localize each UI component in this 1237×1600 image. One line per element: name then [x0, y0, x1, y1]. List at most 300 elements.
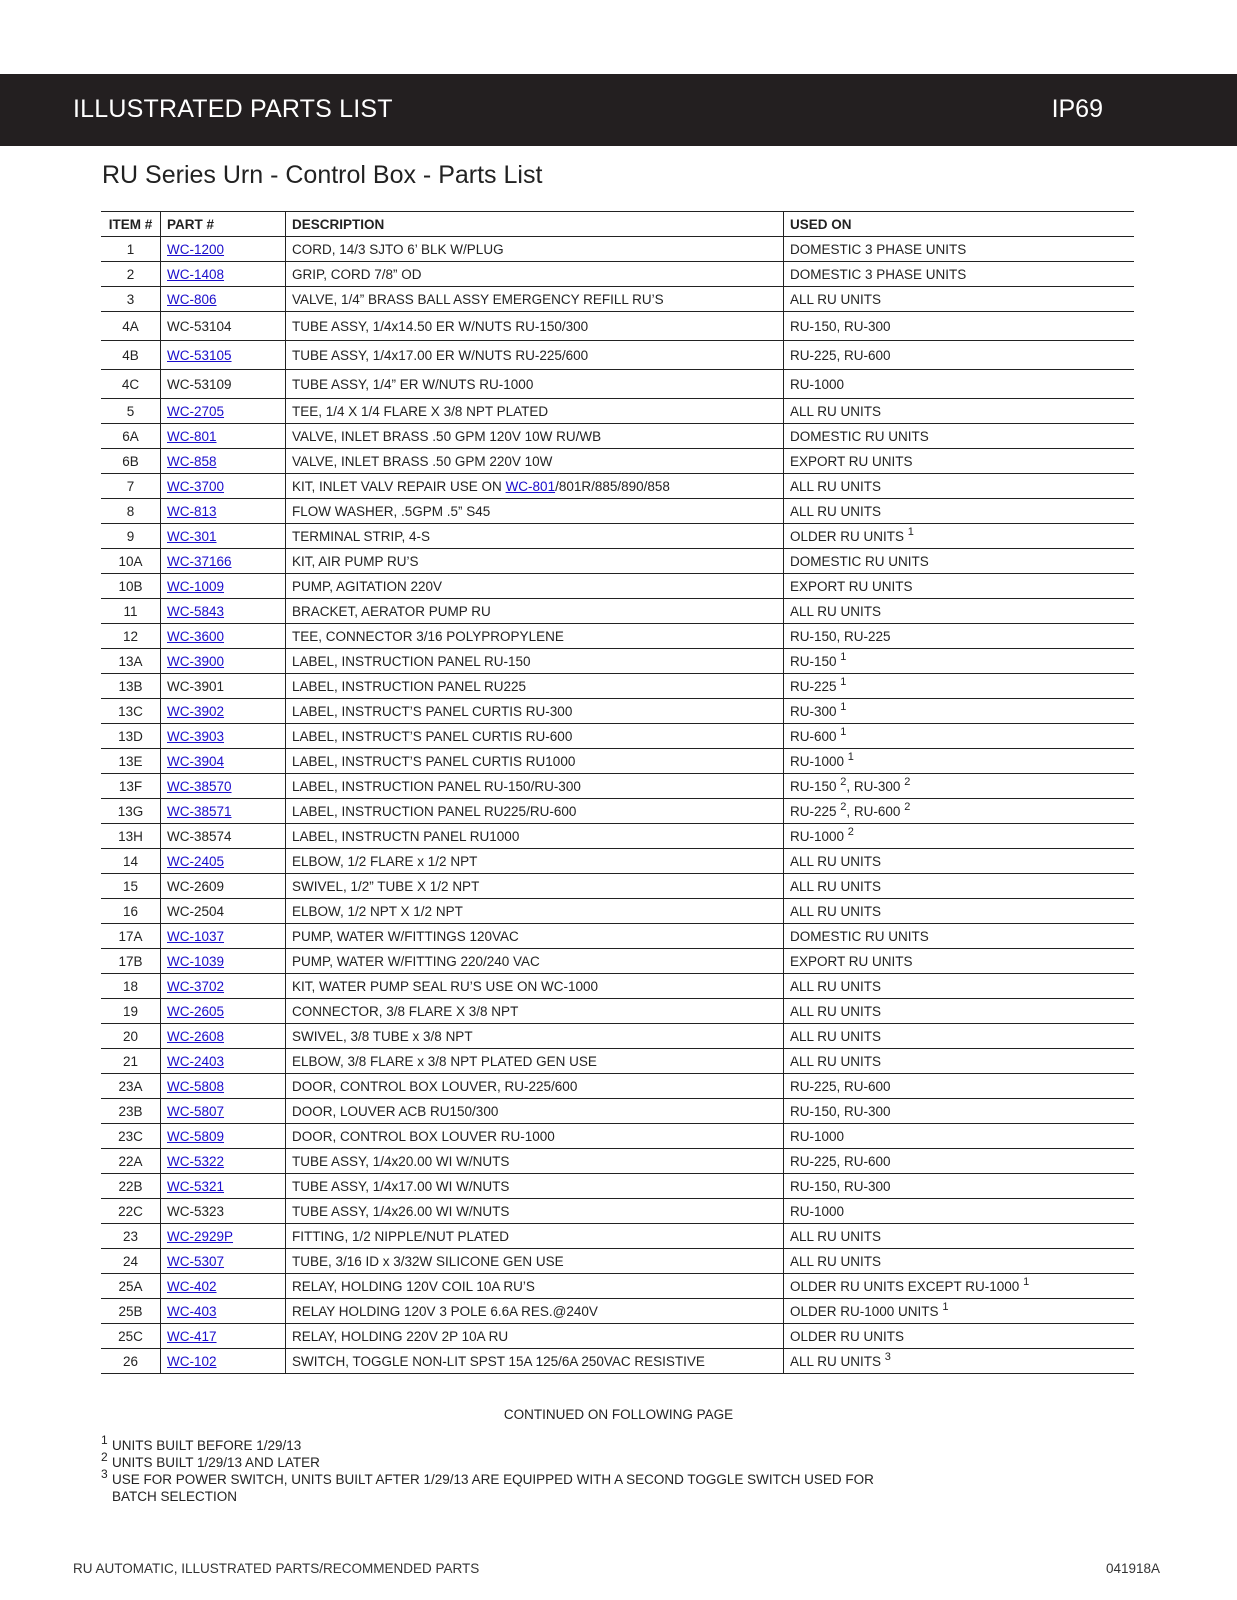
part-cell	[161, 1024, 286, 1049]
table-row	[101, 1199, 1134, 1224]
table-row	[101, 499, 1134, 524]
description-text: FITTING, 1/2 NIPPLE/NUT PLATED	[292, 1228, 510, 1244]
item-number: 13G	[117, 803, 144, 819]
description-cell	[286, 949, 784, 974]
description-cell	[286, 449, 784, 474]
description-text: TUBE ASSY, 1/4x14.50 ER W/NUTS RU-150/300	[292, 318, 589, 334]
description-text: DOOR, CONTROL BOX LOUVER, RU-225/600	[292, 1078, 578, 1094]
description-text: LABEL, INSTRUCTION PANEL RU225	[292, 678, 527, 694]
description-cell	[286, 287, 784, 312]
description-cell	[286, 1324, 784, 1349]
description-text: DOOR, CONTROL BOX LOUVER RU-1000	[292, 1128, 555, 1144]
table-row	[101, 1224, 1134, 1249]
used-on-text: EXPORT RU UNITS	[790, 453, 913, 469]
part-number-link[interactable]: WC-5307	[167, 1253, 225, 1269]
description-text: TEE, CONNECTOR 3/16 POLYPROPYLENE	[292, 628, 564, 644]
part-cell	[161, 1124, 286, 1149]
description-cell	[286, 1099, 784, 1124]
item-number: 13H	[118, 828, 143, 844]
part-cell	[161, 424, 286, 449]
description-cell	[286, 1149, 784, 1174]
footnote-ref: 3	[884, 1350, 891, 1363]
item-cell	[101, 924, 161, 949]
description-text: CONNECTOR, 3/8 FLARE X 3/8 NPT	[292, 1003, 519, 1019]
footnote-line	[101, 1488, 874, 1505]
description-cell	[286, 1274, 784, 1299]
column-header-part: PART #	[161, 212, 286, 237]
used-on-text: DOMESTIC RU UNITS	[790, 553, 929, 569]
part-number: WC-38574	[167, 828, 232, 844]
footnote-text: BATCH SELECTION	[112, 1489, 238, 1504]
part-cell	[161, 1049, 286, 1074]
part-number-link[interactable]: WC-5843	[167, 603, 225, 619]
part-number-link[interactable]: WC-102	[167, 1353, 217, 1369]
item-number: 25B	[118, 1303, 143, 1319]
table-row	[101, 1124, 1134, 1149]
column-header-used-on: USED ON	[784, 212, 1135, 237]
part-number: WC-53104	[167, 318, 232, 334]
item-number: 13D	[118, 728, 143, 744]
table-row	[101, 624, 1134, 649]
item-number: 12	[122, 628, 139, 644]
table-row	[101, 599, 1134, 624]
description-text: TUBE ASSY, 1/4x20.00 WI W/NUTS	[292, 1153, 510, 1169]
item-number: 16	[122, 903, 139, 919]
part-number: WC-5323	[167, 1203, 225, 1219]
used-on-text: ALL RU UNITS	[790, 1253, 882, 1269]
used-on-cell	[784, 399, 1135, 424]
part-number-link[interactable]: WC-1009	[167, 578, 225, 594]
part-cell	[161, 799, 286, 824]
item-number: 5	[126, 403, 135, 419]
part-cell	[161, 849, 286, 874]
used-on-cell	[784, 749, 1135, 774]
footnote-ref: 1	[942, 1300, 949, 1313]
part-number-link[interactable]: WC-2608	[167, 1028, 225, 1044]
part-number-link[interactable]: WC-403	[167, 1303, 217, 1319]
table-row	[101, 549, 1134, 574]
item-number: 18	[122, 978, 139, 994]
footnote-text: UNITS BUILT 1/29/13 AND LATER	[112, 1455, 320, 1470]
item-cell	[101, 370, 161, 399]
part-cell	[161, 312, 286, 341]
part-cell	[161, 899, 286, 924]
used-on-text: ALL RU UNITS	[790, 1053, 882, 1069]
description-cell	[286, 399, 784, 424]
used-on-text: ALL RU UNITS	[790, 503, 882, 519]
item-number: 8	[126, 503, 135, 519]
item-cell	[101, 474, 161, 499]
description-text: VALVE, INLET BRASS .50 GPM 220V 10W	[292, 453, 553, 469]
item-cell	[101, 1024, 161, 1049]
used-on-text: RU-150, RU-300	[790, 1178, 891, 1194]
description-cell	[286, 799, 784, 824]
part-cell	[161, 824, 286, 849]
footnote-ref: 1	[907, 525, 914, 538]
table-row	[101, 237, 1134, 262]
description-cell	[286, 624, 784, 649]
part-number-link[interactable]: WC-5808	[167, 1078, 225, 1094]
table-row	[101, 370, 1134, 399]
part-number-link[interactable]: WC-2605	[167, 1003, 225, 1019]
description-text: RELAY HOLDING 120V 3 POLE 6.6A RES.@240V	[292, 1303, 598, 1319]
parts-table-body	[101, 237, 1134, 1374]
item-number: 13A	[118, 653, 143, 669]
part-number-link[interactable]: WC-38570	[167, 778, 232, 794]
description-cell	[286, 824, 784, 849]
part-number-link[interactable]: WC-1039	[167, 953, 225, 969]
item-number: 13E	[118, 753, 143, 769]
part-cell	[161, 749, 286, 774]
description-text: TERMINAL STRIP, 4-S	[292, 528, 431, 544]
description-text: FLOW WASHER, .5GPM .5” S45	[292, 503, 491, 519]
item-cell	[101, 549, 161, 574]
part-number-link[interactable]: WC-53105	[167, 347, 232, 363]
used-on-cell	[784, 1274, 1135, 1299]
item-number: 23B	[118, 1103, 143, 1119]
footnote-ref: 1	[1023, 1275, 1030, 1288]
item-cell	[101, 424, 161, 449]
part-cell	[161, 1324, 286, 1349]
description-cell	[286, 1049, 784, 1074]
header-bar	[0, 74, 1237, 146]
used-on-cell	[784, 649, 1135, 674]
item-cell	[101, 341, 161, 370]
description-cell	[286, 312, 784, 341]
part-number-link[interactable]: WC-2403	[167, 1053, 225, 1069]
used-on-text: ALL RU UNITS	[790, 1228, 882, 1244]
table-row	[101, 699, 1134, 724]
description-cell	[286, 849, 784, 874]
item-cell	[101, 949, 161, 974]
description-cell	[286, 649, 784, 674]
description-text: LABEL, INSTRUCTION PANEL RU225/RU-600	[292, 803, 577, 819]
part-cell	[161, 1274, 286, 1299]
part-number-link[interactable]: WC-2405	[167, 853, 225, 869]
used-on-cell	[784, 999, 1135, 1024]
part-number-link[interactable]: WC-2929P	[167, 1228, 234, 1244]
description-text: LABEL, INSTRUCT’S PANEL CURTIS RU-600	[292, 728, 573, 744]
item-cell	[101, 899, 161, 924]
used-on-text: RU-150, RU-225	[790, 628, 891, 644]
part-number-link[interactable]: WC-801	[167, 428, 217, 444]
used-on-cell	[784, 1199, 1135, 1224]
table-row	[101, 1074, 1134, 1099]
item-number: 17B	[118, 953, 143, 969]
footer-left: RU AUTOMATIC, ILLUSTRATED PARTS/RECOMMENDED PARTS	[73, 1561, 480, 1576]
used-on-cell	[784, 624, 1135, 649]
description-text: CORD, 14/3 SJTO 6’ BLK W/PLUG	[292, 241, 504, 257]
description-cell	[286, 874, 784, 899]
table-row	[101, 524, 1134, 549]
used-on-cell	[784, 699, 1135, 724]
item-cell	[101, 1049, 161, 1074]
part-number: WC-2609	[167, 878, 225, 894]
description-text: LABEL, INSTRUCTION PANEL RU-150/RU-300	[292, 778, 581, 794]
description-cell	[286, 499, 784, 524]
footnote-ref: 1	[840, 725, 847, 738]
part-cell	[161, 699, 286, 724]
item-number: 1	[126, 241, 135, 257]
table-row	[101, 1049, 1134, 1074]
part-number-link[interactable]: WC-3903	[167, 728, 225, 744]
part-cell	[161, 474, 286, 499]
description-text: TUBE ASSY, 1/4x26.00 WI W/NUTS	[292, 1203, 510, 1219]
table-row	[101, 1274, 1134, 1299]
table-row	[101, 1299, 1134, 1324]
part-number-link[interactable]: WC-806	[167, 291, 217, 307]
part-number-link[interactable]: WC-301	[167, 528, 217, 544]
part-number-link[interactable]: WC-3902	[167, 703, 225, 719]
description-text: LABEL, INSTRUCT’S PANEL CURTIS RU1000	[292, 753, 576, 769]
table-row	[101, 874, 1134, 899]
part-cell	[161, 370, 286, 399]
used-on-text: RU-225	[790, 803, 837, 819]
used-on-cell	[784, 674, 1135, 699]
footnote-mark: 3	[101, 1467, 108, 1481]
description-cell	[286, 549, 784, 574]
used-on-cell	[784, 549, 1135, 574]
item-cell	[101, 449, 161, 474]
item-cell	[101, 499, 161, 524]
item-cell	[101, 774, 161, 799]
item-cell	[101, 1199, 161, 1224]
footnote-ref: 2	[904, 800, 911, 813]
used-on-cell	[784, 312, 1135, 341]
part-cell	[161, 999, 286, 1024]
part-cell	[161, 1174, 286, 1199]
part-number: WC-3901	[167, 678, 225, 694]
description-text: RELAY, HOLDING 220V 2P 10A RU	[292, 1328, 509, 1344]
part-cell	[161, 341, 286, 370]
part-cell	[161, 549, 286, 574]
used-on-text: ALL RU UNITS	[790, 978, 882, 994]
used-on-text: RU-225, RU-600	[790, 1153, 891, 1169]
item-cell	[101, 624, 161, 649]
item-cell	[101, 649, 161, 674]
description-cell	[286, 1074, 784, 1099]
description-text: TUBE ASSY, 1/4x17.00 ER W/NUTS RU-225/600	[292, 347, 589, 363]
table-row	[101, 287, 1134, 312]
item-cell	[101, 1349, 161, 1374]
used-on-cell	[784, 449, 1135, 474]
footnote-ref: 1	[840, 700, 847, 713]
part-number-link[interactable]: WC-5809	[167, 1128, 225, 1144]
part-cell	[161, 1249, 286, 1274]
description-cell	[286, 699, 784, 724]
description-text: VALVE, INLET BRASS .50 GPM 120V 10W RU/WB	[292, 428, 602, 444]
part-number-link[interactable]: WC-38571	[167, 803, 232, 819]
part-number-link[interactable]: WC-1200	[167, 241, 225, 257]
part-number-link[interactable]: WC-5807	[167, 1103, 225, 1119]
part-number-link[interactable]: WC-402	[167, 1278, 217, 1294]
part-number-link[interactable]: WC-3904	[167, 753, 225, 769]
description-cell	[286, 1174, 784, 1199]
description-text: RELAY, HOLDING 120V COIL 10A RU’S	[292, 1278, 535, 1294]
used-on-text: ALL RU UNITS	[790, 1353, 882, 1369]
item-cell	[101, 237, 161, 262]
table-row	[101, 1149, 1134, 1174]
item-cell	[101, 749, 161, 774]
part-number-link[interactable]: WC-858	[167, 453, 217, 469]
part-number-link[interactable]: WC-37166	[167, 553, 232, 569]
table-row	[101, 799, 1134, 824]
part-cell	[161, 1099, 286, 1124]
item-number: 25A	[118, 1278, 143, 1294]
used-on-cell	[784, 574, 1135, 599]
item-cell	[101, 1099, 161, 1124]
item-number: 3	[126, 291, 135, 307]
part-cell	[161, 1074, 286, 1099]
description-cell	[286, 974, 784, 999]
used-on-cell	[784, 724, 1135, 749]
used-on-cell	[784, 599, 1135, 624]
used-on-cell	[784, 1149, 1135, 1174]
footnote-ref: 2	[840, 800, 847, 813]
used-on-cell	[784, 474, 1135, 499]
description-cell	[286, 1024, 784, 1049]
table-row	[101, 674, 1134, 699]
item-number: 4A	[122, 318, 139, 334]
description-text: SWITCH, TOGGLE NON-LIT SPST 15A 125/6A 250VAC RESISTIVE	[292, 1353, 705, 1369]
used-on-text: RU-150, RU-300	[790, 1103, 891, 1119]
item-number: 10B	[118, 578, 143, 594]
used-on-text: DOMESTIC 3 PHASE UNITS	[790, 266, 967, 282]
description-part-link[interactable]: WC-801	[505, 478, 556, 494]
item-cell	[101, 1249, 161, 1274]
description-cell	[286, 1124, 784, 1149]
part-number-link[interactable]: WC-1408	[167, 266, 225, 282]
table-row	[101, 262, 1134, 287]
description-cell	[286, 1199, 784, 1224]
footer-document-code: 041918A	[1105, 1561, 1160, 1576]
footnote-line	[101, 1450, 874, 1471]
description-text: DOOR, LOUVER ACB RU150/300	[292, 1103, 499, 1119]
used-on-text: RU-300	[790, 703, 837, 719]
used-on-text: ALL RU UNITS	[790, 878, 882, 894]
item-number: 22C	[118, 1203, 143, 1219]
used-on-cell	[784, 1074, 1135, 1099]
footnote-ref: 1	[840, 675, 847, 688]
item-cell	[101, 874, 161, 899]
description-text: PUMP, AGITATION 220V	[292, 578, 443, 594]
item-cell	[101, 1224, 161, 1249]
table-row	[101, 724, 1134, 749]
footnote-ref: 2	[904, 775, 911, 788]
part-number-link[interactable]: WC-1037	[167, 928, 225, 944]
item-cell	[101, 1074, 161, 1099]
description-text: TUBE ASSY, 1/4x17.00 WI W/NUTS	[292, 1178, 510, 1194]
part-cell	[161, 599, 286, 624]
used-on-text: RU-1000	[790, 376, 845, 392]
used-on-text: OLDER RU-1000 UNITS	[790, 1303, 939, 1319]
part-cell	[161, 874, 286, 899]
description-text-tail: /801R/885/890/858	[555, 478, 670, 494]
part-number-link[interactable]: WC-3600	[167, 628, 225, 644]
page-title: RU Series Urn - Control Box - Parts List	[102, 161, 543, 189]
table-row	[101, 424, 1134, 449]
footnote-ref: 1	[847, 750, 854, 763]
part-number-link[interactable]: WC-2705	[167, 403, 225, 419]
description-cell	[286, 424, 784, 449]
column-header-item: ITEM #	[101, 212, 161, 237]
used-on-cell	[784, 1224, 1135, 1249]
description-text: KIT, AIR PUMP RU’S	[292, 553, 419, 569]
item-number: 4C	[121, 376, 140, 392]
description-text: SWIVEL, 3/8 TUBE x 3/8 NPT	[292, 1028, 473, 1044]
used-on-text: DOMESTIC RU UNITS	[790, 428, 929, 444]
part-cell	[161, 524, 286, 549]
item-number: 6B	[122, 453, 139, 469]
footnote-text: USE FOR POWER SWITCH, UNITS BUILT AFTER 1/29/13 ARE EQUIPPED WITH A SECOND TOGGLE SWITCH USED FOR	[112, 1472, 874, 1487]
part-cell	[161, 774, 286, 799]
table-row	[101, 924, 1134, 949]
description-cell	[286, 599, 784, 624]
item-number: 21	[122, 1053, 139, 1069]
used-on-cell	[784, 849, 1135, 874]
table-row	[101, 449, 1134, 474]
item-cell	[101, 312, 161, 341]
used-on-text: DOMESTIC 3 PHASE UNITS	[790, 241, 967, 257]
used-on-cell	[784, 1249, 1135, 1274]
footnote-ref: 1	[840, 650, 847, 663]
part-cell	[161, 399, 286, 424]
part-number-link[interactable]: WC-3702	[167, 978, 225, 994]
used-on-cell	[784, 424, 1135, 449]
used-on-cell	[784, 1124, 1135, 1149]
part-number-link[interactable]: WC-813	[167, 503, 217, 519]
used-on-cell	[784, 874, 1135, 899]
part-cell	[161, 949, 286, 974]
description-cell	[286, 262, 784, 287]
part-number-link[interactable]: WC-3900	[167, 653, 225, 669]
part-cell	[161, 499, 286, 524]
description-text: TEE, 1/4 X 1/4 FLARE X 3/8 NPT PLATED	[292, 403, 549, 419]
part-number-link[interactable]: WC-5321	[167, 1178, 225, 1194]
item-number: 19	[122, 1003, 139, 1019]
description-text: LABEL, INSTRUCTION PANEL RU-150	[292, 653, 531, 669]
used-on-cell	[784, 237, 1135, 262]
item-number: 6A	[122, 428, 139, 444]
header-title: ILLUSTRATED PARTS LIST	[73, 95, 393, 123]
part-cell	[161, 649, 286, 674]
table-row	[101, 399, 1134, 424]
footnote-ref: 2	[840, 775, 847, 788]
description-cell	[286, 474, 784, 499]
item-number: 17A	[118, 928, 143, 944]
header-code: IP69	[1051, 95, 1103, 123]
description-cell	[286, 370, 784, 399]
used-on-text: ALL RU UNITS	[790, 1028, 882, 1044]
part-cell	[161, 262, 286, 287]
used-on-text: ALL RU UNITS	[790, 903, 882, 919]
part-number-link[interactable]: WC-3700	[167, 478, 225, 494]
used-on-text: RU-1000	[790, 1128, 845, 1144]
part-cell	[161, 674, 286, 699]
used-on-cell	[784, 924, 1135, 949]
item-cell	[101, 1299, 161, 1324]
description-text: ELBOW, 3/8 FLARE x 3/8 NPT PLATED GEN USE	[292, 1053, 597, 1069]
part-number-link[interactable]: WC-5322	[167, 1153, 225, 1169]
used-on-text: RU-225, RU-600	[790, 347, 891, 363]
table-row	[101, 574, 1134, 599]
item-number: 24	[122, 1253, 139, 1269]
part-cell	[161, 624, 286, 649]
part-cell	[161, 1299, 286, 1324]
part-number-link[interactable]: WC-417	[167, 1328, 217, 1344]
part-cell	[161, 724, 286, 749]
description-text: VALVE, 1/4” BRASS BALL ASSY EMERGENCY REFILL RU’S	[292, 291, 664, 307]
